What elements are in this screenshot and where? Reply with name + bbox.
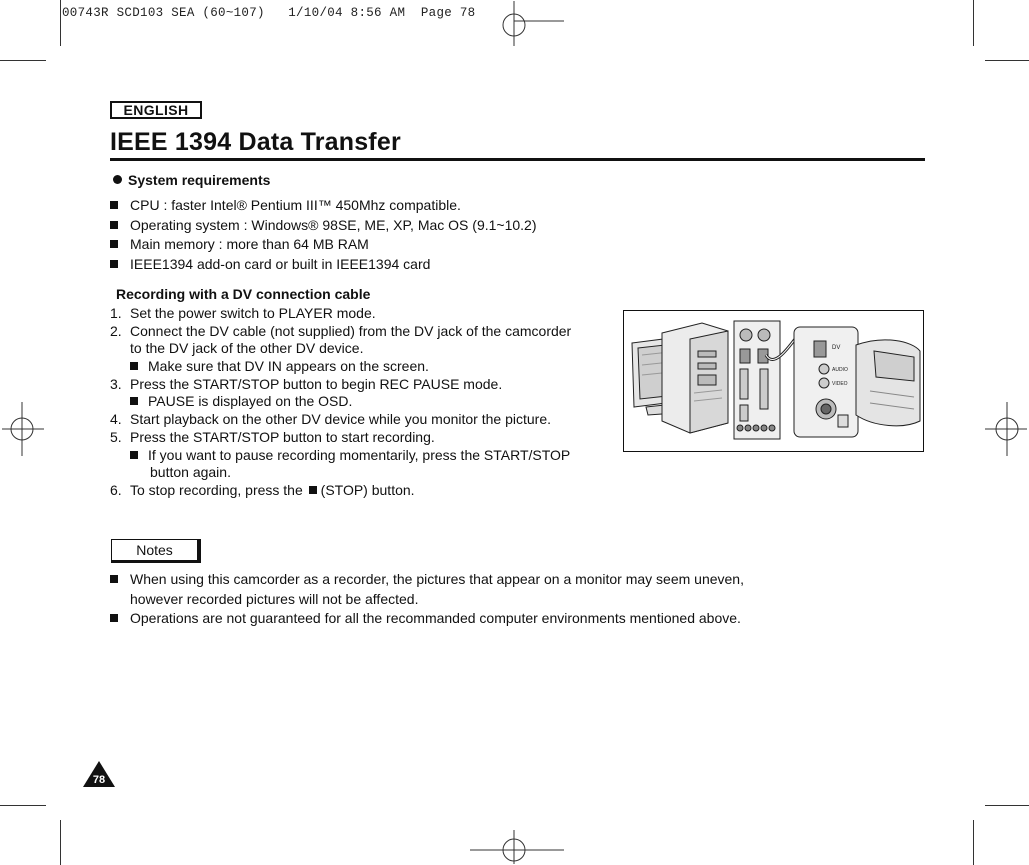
crop-mark (0, 60, 46, 61)
square-bullet-icon (110, 260, 118, 268)
pc-tower-illustration (662, 323, 728, 433)
crop-mark (0, 805, 46, 806)
square-bullet-icon (110, 614, 118, 622)
camcorder-jack-label: DV (832, 345, 841, 351)
step-continuation: to the DV jack of the other DV device. (130, 340, 364, 357)
crop-mark (60, 0, 61, 46)
step-continuation: button again. (150, 464, 231, 481)
step-item: 1. Set the power switch to PLAYER mode. (110, 305, 376, 321)
recording-heading: Recording with a DV connection cable (116, 286, 371, 302)
page-title: IEEE 1394 Data Transfer (110, 128, 401, 156)
camcorder-jack-label: VIDEO (832, 381, 848, 387)
title-rule (110, 158, 925, 161)
note-item: When using this camcorder as a recorder, the pictures that appear on a monitor may seem uneven, (110, 570, 744, 590)
list-item: Main memory : more than 64 MB RAM (110, 235, 537, 255)
square-bullet-icon (130, 397, 138, 405)
stop-square-icon (309, 486, 317, 494)
square-bullet-icon (110, 240, 118, 248)
square-bullet-icon (130, 362, 138, 370)
recording-steps (110, 305, 571, 500)
notes-label: Notes (111, 539, 201, 563)
square-bullet-icon (110, 221, 118, 229)
page-number-badge (82, 760, 116, 788)
step-item: 6. To stop recording, press the (STOP) button. (110, 481, 415, 498)
square-bullet-icon (110, 575, 118, 583)
notes-list (110, 570, 744, 629)
registration-mark (470, 0, 570, 50)
list-item: IEEE1394 add-on card or built in IEEE1394 card (110, 255, 537, 275)
step-subitem: Make sure that DV IN appears on the screen. (110, 358, 571, 376)
note-continuation: however recorded pictures will not be affected. (130, 590, 419, 607)
step-subitem: If you want to pause recording momentarily, press the START/STOP (110, 447, 571, 465)
registration-mark (470, 828, 570, 865)
dv-connection-illustration (624, 311, 922, 450)
step-item: 4. Start playback on the other DV device while you monitor the picture. (110, 411, 551, 428)
registration-mark (983, 400, 1029, 460)
crop-mark (985, 60, 1029, 61)
page-number: 78 (92, 774, 106, 786)
square-bullet-icon (130, 451, 138, 459)
square-bullet-icon (110, 201, 118, 209)
language-badge: ENGLISH (110, 101, 202, 119)
camcorder-body-illustration (856, 340, 920, 426)
dv-connection-figure (623, 310, 924, 452)
step-item: 2. Connect the DV cable (not supplied) from the DV jack of the camcorder (110, 322, 572, 339)
registration-mark (0, 400, 46, 460)
step-subitem: PAUSE is displayed on the OSD. (110, 393, 571, 411)
list-item: CPU : faster Intel® Pentium III™ 450Mhz compatible. (110, 196, 537, 216)
camcorder-jack-label: AUDIO (832, 367, 848, 373)
print-header: 00743R SCD103 SEA (60~107) 1/10/04 8:56 AM Page 78 (62, 6, 476, 20)
camcorder-panel-illustration (794, 327, 858, 437)
step-item: 5. Press the START/STOP button to start recording. (110, 428, 435, 445)
crop-mark (985, 805, 1029, 806)
crop-mark (973, 0, 974, 46)
crop-mark (973, 820, 974, 865)
bullet-dot-icon (113, 175, 122, 184)
crop-mark (60, 820, 61, 865)
step-item: 3. Press the START/STOP button to begin REC PAUSE mode. (110, 375, 503, 392)
system-requirements-list (110, 196, 537, 274)
note-item: Operations are not guaranteed for all the recommanded computer environments mentioned above. (110, 609, 744, 629)
system-requirements-heading: System requirements (113, 172, 270, 188)
pc-back-panel-illustration (734, 321, 780, 439)
list-item: Operating system : Windows® 98SE, ME, XP, Mac OS (9.1~10.2) (110, 216, 537, 236)
